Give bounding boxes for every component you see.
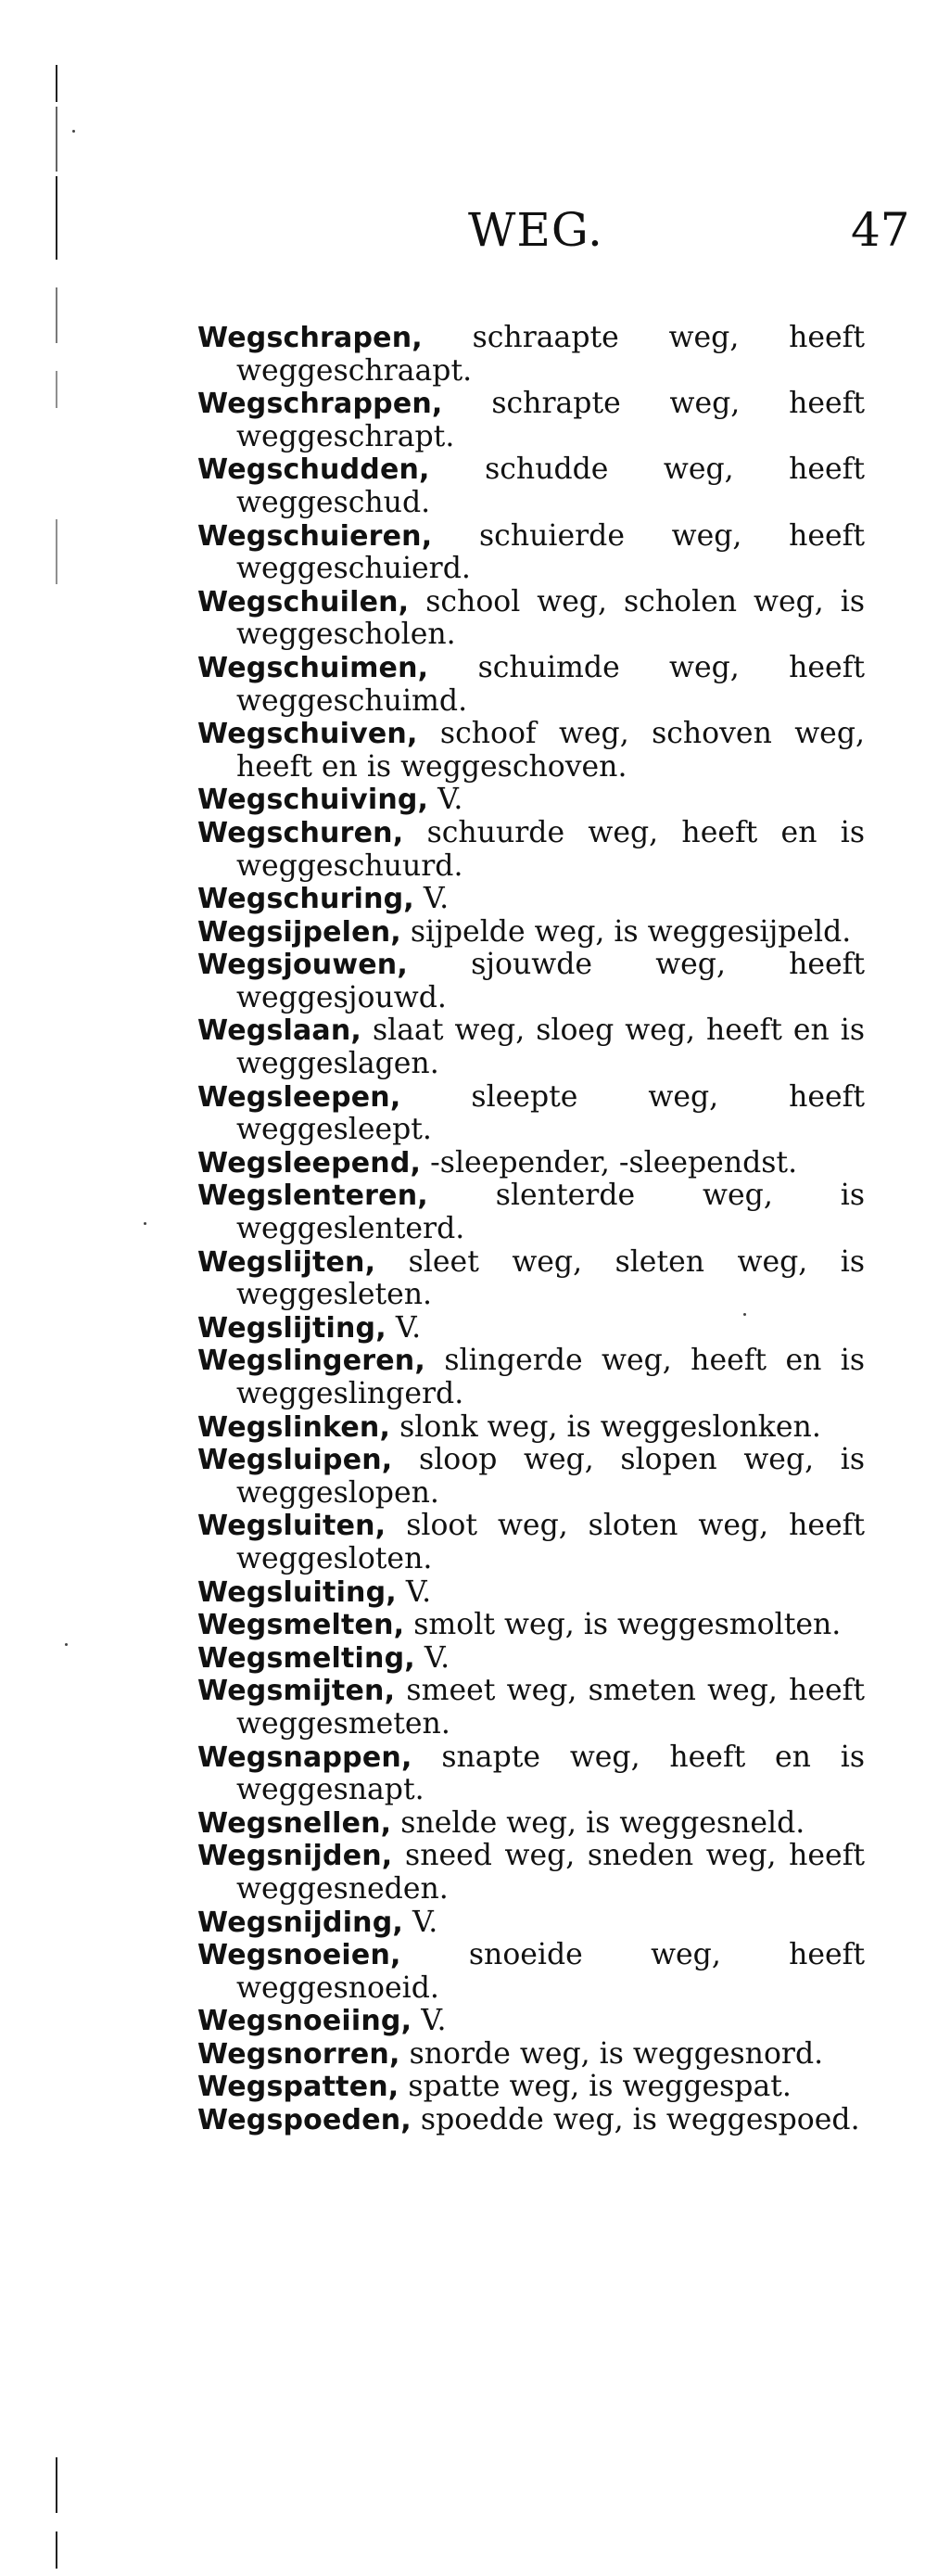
dictionary-entry xyxy=(197,388,865,453)
entry-definition: schudde weg, heeft weggeschud. xyxy=(236,453,865,519)
entry-list xyxy=(197,322,865,2137)
entry-headword: Wegschrappen, xyxy=(197,388,443,421)
dictionary-entry xyxy=(197,1444,865,1510)
entry-headword: Wegschuilen, xyxy=(197,585,410,618)
entry-definition: sloop weg, slopen weg, is weggeslopen. xyxy=(236,1443,865,1510)
entry-definition: sneed weg, sneden weg, heeft weggesneden. xyxy=(236,1839,866,1906)
scan-edge-mark xyxy=(56,65,57,102)
entry-headword: Wegspatten, xyxy=(197,2071,399,2104)
scan-edge-mark xyxy=(56,2457,57,2513)
dictionary-entry xyxy=(197,652,865,718)
dictionary-entry xyxy=(197,453,865,519)
entry-definition: spoedde weg, is weggespoed. xyxy=(420,2103,860,2137)
dictionary-entry xyxy=(197,1741,865,1807)
entry-headword: Wegslingeren, xyxy=(197,1345,425,1378)
scan-edge-mark xyxy=(56,107,57,172)
entry-definition: sleet weg, sleten weg, is weggesleten. xyxy=(236,1244,865,1312)
dictionary-entry xyxy=(197,2071,865,2104)
dictionary-entry xyxy=(197,2005,865,2038)
dictionary-entry xyxy=(197,1411,865,1445)
dictionary-entry xyxy=(197,1642,865,1676)
entry-headword: Wegslijting, xyxy=(197,1311,386,1345)
entry-headword: Wegspoeden, xyxy=(197,2104,412,2137)
entry-headword: Wegsnoeiing, xyxy=(197,2005,412,2038)
entry-definition: sjouwde weg, heeft weggesjouwd. xyxy=(236,948,865,1014)
dictionary-entry xyxy=(197,916,865,950)
entry-definition: schraapte weg, heeft weggeschraapt. xyxy=(236,321,865,388)
dictionary-entry xyxy=(197,1510,865,1575)
entry-definition: school weg, scholen weg, is weggescholen. xyxy=(236,584,866,652)
dictionary-entry xyxy=(197,784,865,817)
entry-definition: snelde weg, is weggesneld. xyxy=(400,1805,805,1840)
entry-definition: V. xyxy=(405,1575,432,1609)
entry-headword: Wegschuiving, xyxy=(197,784,429,817)
dictionary-entry xyxy=(197,586,865,652)
entry-headword: Wegsnellen, xyxy=(197,1806,392,1840)
running-title: WEG. xyxy=(468,203,603,257)
entry-headword: Wegsluipen, xyxy=(197,1444,393,1477)
dictionary-entry xyxy=(197,1147,865,1180)
dictionary-entry xyxy=(197,520,865,586)
dictionary-entry xyxy=(197,1840,865,1906)
dictionary-entry xyxy=(197,817,865,883)
dictionary-entry xyxy=(197,1576,865,1610)
entry-headword: Wegschuimen, xyxy=(197,651,429,684)
entry-headword: Wegschuieren, xyxy=(197,519,433,553)
entry-headword: Wegsleepend, xyxy=(197,1146,422,1180)
dictionary-entry xyxy=(197,883,865,916)
entry-headword: Wegsmijten, xyxy=(197,1675,396,1708)
entry-headword: Wegslaan, xyxy=(197,1014,362,1048)
dictionary-entry xyxy=(197,1081,865,1147)
entry-definition: spatte weg, is weggespat. xyxy=(408,2070,792,2104)
scan-edge-mark xyxy=(56,287,57,343)
entry-definition: schrapte weg, heeft weggeschrapt. xyxy=(236,387,866,453)
scan-speck xyxy=(144,1222,146,1225)
entry-headword: Wegsnijding, xyxy=(197,1906,404,1939)
entry-headword: Wegsleepen, xyxy=(197,1080,401,1114)
entry-definition: schuierde weg, heeft weggeschuierd. xyxy=(236,518,865,586)
dictionary-entry xyxy=(197,1246,865,1312)
entry-headword: Wegschuiven, xyxy=(197,718,418,751)
entry-definition: snorde weg, is weggesnord. xyxy=(409,2036,824,2071)
scan-speck xyxy=(65,1643,68,1646)
dictionary-entry xyxy=(197,1180,865,1245)
entry-definition: snoeide weg, heeft weggesnoeid. xyxy=(236,1938,865,2005)
entry-definition: V. xyxy=(437,783,463,817)
scan-speck xyxy=(72,130,75,133)
dictionary-entry xyxy=(197,2038,865,2072)
dictionary-entry xyxy=(197,1906,865,1940)
entry-headword: Wegsnappen, xyxy=(197,1741,412,1774)
entry-definition: slaat weg, sloeg weg, heeft en is weggeslagen. xyxy=(236,1014,865,1081)
dictionary-entry xyxy=(197,1807,865,1841)
dictionary-entry xyxy=(197,718,865,784)
entry-definition: V. xyxy=(412,1905,438,1939)
entry-headword: Wegsnorren, xyxy=(197,2037,400,2071)
entry-definition: sijpelde weg, is weggesijpeld. xyxy=(410,914,852,949)
dictionary-entry xyxy=(197,1014,865,1080)
dictionary-entry xyxy=(197,1675,865,1741)
entry-headword: Wegsjouwen, xyxy=(197,949,408,982)
entry-headword: Wegsmelten, xyxy=(197,1609,405,1642)
entry-definition: smeet weg, smeten weg, heeft weggesmeten. xyxy=(236,1674,865,1741)
entry-headword: Wegsnijden, xyxy=(197,1840,393,1873)
entry-definition: slenterde weg, is weggeslenterd. xyxy=(236,1179,865,1246)
entry-headword: Wegslinken, xyxy=(197,1410,391,1444)
scan-edge-mark xyxy=(56,2531,57,2569)
entry-headword: Wegschudden, xyxy=(197,453,430,487)
dictionary-entry xyxy=(197,1939,865,2005)
entry-headword: Wegsluiten, xyxy=(197,1510,386,1543)
entry-definition: sleepte weg, heeft weggesleept. xyxy=(236,1079,866,1147)
entry-definition: V. xyxy=(421,2004,447,2038)
dictionary-entry xyxy=(197,2104,865,2137)
dictionary-entry xyxy=(197,322,865,388)
dictionary-entry xyxy=(197,1312,865,1345)
entry-definition: slingerde weg, heeft en is weggeslingerd. xyxy=(236,1344,865,1410)
entry-headword: Wegsmelting, xyxy=(197,1641,415,1675)
entry-headword: Wegsnoeien, xyxy=(197,1939,401,1972)
entry-headword: Wegsluiting, xyxy=(197,1575,397,1609)
entry-definition: -sleepender, -sleependst. xyxy=(430,1145,798,1180)
entry-definition: schoof weg, schoven weg, heeft en is weggeschoven. xyxy=(236,717,865,784)
entry-headword: Wegschuring, xyxy=(197,883,414,916)
entry-headword: Wegslenteren, xyxy=(197,1180,428,1213)
entry-definition: schuimde weg, heeft weggeschuimd. xyxy=(236,650,866,718)
entry-headword: Wegschrapen, xyxy=(197,322,423,354)
dictionary-entry xyxy=(197,1609,865,1642)
scan-edge-mark xyxy=(56,519,57,584)
scan-edge-mark xyxy=(56,371,57,408)
entry-headword: Wegschuren, xyxy=(197,816,404,849)
entry-headword: Wegslijten, xyxy=(197,1245,376,1279)
entry-definition: smolt weg, is weggesmolten. xyxy=(413,1608,842,1642)
entry-definition: snapte weg, heeft en is weggesnapt. xyxy=(236,1740,865,1807)
entry-definition: V. xyxy=(423,882,450,916)
page-number: 47 xyxy=(851,203,910,257)
entry-definition: schuurde weg, heeft en is weggeschuurd. xyxy=(236,815,865,883)
entry-definition: V. xyxy=(424,1640,450,1675)
entry-definition: slonk weg, is weggeslonken. xyxy=(399,1409,821,1444)
entry-definition: sloot weg, sloten weg, heeft weggesloten. xyxy=(236,1509,865,1575)
entry-definition: V. xyxy=(395,1310,422,1345)
entry-headword: Wegsijpelen, xyxy=(197,915,401,949)
dictionary-entry xyxy=(197,949,865,1014)
page-header xyxy=(0,202,925,267)
dictionary-entry xyxy=(197,1345,865,1410)
